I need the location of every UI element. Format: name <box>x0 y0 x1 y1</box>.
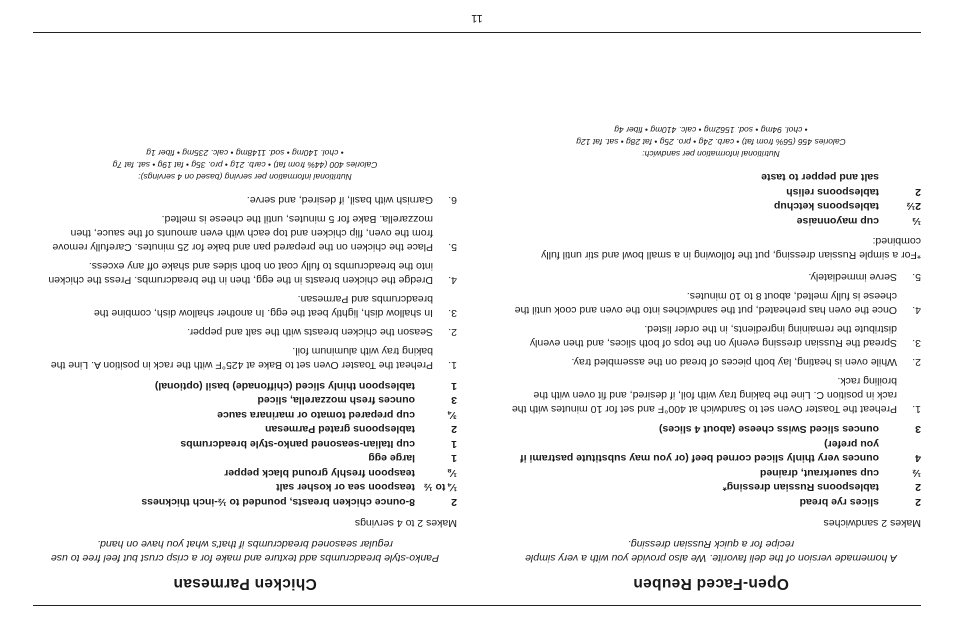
nutrition-line: • chol. 94mg • sod. 1562mg • calc. 410mg • fiber 4g <box>614 125 808 135</box>
ingredient-name: teaspoon freshly ground black pepper <box>224 467 415 479</box>
step-text: In shallow dish, lightly beat the egg. In another shallow dish, combine the breadcrumbs and Parmesan. <box>93 293 433 320</box>
reuben-yield: Makes 2 sandwiches <box>823 517 921 529</box>
ingredient-item <box>33 495 457 510</box>
ingredient-qty: 2 <box>451 496 457 508</box>
step-text: Garnish with basil, if desired, and serve. <box>246 194 433 207</box>
ingredient-name: tablespoons relish <box>786 186 879 198</box>
step-number: 4. <box>448 274 457 287</box>
ingredient-item <box>501 199 921 214</box>
parmesan-nutrition <box>33 148 457 184</box>
step-number: 5. <box>448 241 457 254</box>
ingredient-name: cup sauerkraut, drained <box>759 467 879 479</box>
dressing-ingredients <box>501 170 921 228</box>
nutrition-line: Calories 400 (44% from fat) • carb. 21g • pro. 35g • fat 19g • sat. fat 7g <box>112 160 378 171</box>
step-text: Once the oven has preheated, put the sandwiches into the oven and cook until the cheese is fully melted, about 8 to 10 minutes. <box>514 290 897 316</box>
step-number: 3. <box>448 307 457 320</box>
step-text: Preheat the Toaster Oven set to Bake at 425°F with the rack in position A. Line the baking tray with aluminum foil. <box>50 345 433 372</box>
reuben-nutrition <box>501 124 921 160</box>
step-text: Season the chicken breasts with the salt and pepper. <box>187 326 433 339</box>
step-item <box>501 270 921 284</box>
ingredient-qty: ⅛ <box>448 467 457 479</box>
parmesan-ingredients <box>33 379 457 510</box>
step-text: Dredge the chicken breasts in the egg, then in the breadcrumbs. Press the chicken into the breadcrumbs to fully coat on both sides and shake off any excess. <box>48 260 433 287</box>
ingredient-item <box>501 495 921 510</box>
ingredient-qty: ¾ <box>448 409 457 421</box>
step-text: Serve immediately. <box>808 271 897 283</box>
ingredient-item <box>33 379 457 394</box>
ingredient-item <box>501 466 921 481</box>
step-number: 5. <box>912 271 921 283</box>
ingredient-qty: 1 <box>451 452 457 465</box>
ingredient-name: cup mayonnaise <box>796 215 879 227</box>
ingredient-name: tablespoons ketchup <box>773 200 879 213</box>
ingredient-item <box>33 437 457 452</box>
ingredient-name: cup Italian-seasoned panko-style breadcrumbs <box>180 438 415 450</box>
step-number: 1. <box>912 403 921 415</box>
nutrition-heading: Nutritional information per sandwich: <box>642 149 780 159</box>
page-number: 11 <box>471 12 483 24</box>
step-item <box>33 194 457 208</box>
nutrition-heading: Nutritional information per serving (based on 4 servings): <box>138 172 352 183</box>
ingredient-qty: 1 <box>451 438 457 450</box>
parmesan-steps <box>33 194 457 373</box>
ingredient-item <box>33 480 457 495</box>
step-number: 4. <box>912 304 921 316</box>
ingredient-name: ounces sliced Swiss cheese (about 4 slices) <box>658 423 879 436</box>
bottom-rule <box>33 32 921 33</box>
reuben-recipe <box>501 124 921 592</box>
nutrition-line: • chol. 140mg • sod. 1148mg • calc. 235mg • fiber 1g <box>146 148 344 159</box>
step-item <box>33 293 457 321</box>
parmesan-intro: Panko-style breadcrumbs add texture and make for a crisp crust but feel free to use regular seasoned breadcrumbs if that's what you have on hand. <box>50 538 440 564</box>
step-item <box>33 213 457 255</box>
step-text: Place the chicken on the prepared pan and bake for 25 minutes. Carefully remove from the oven, flip chicken and top each with even amounts of the sauce, then mozzarella. Bake for 5 minutes, until the cheese is melted. <box>52 213 433 254</box>
reuben-ingredients <box>501 422 921 509</box>
nutrition-line: Calories 456 (56% from fat) • carb. 24g • pro. 25g • fat 28g • sat. fat 12g <box>576 137 846 147</box>
ingredient-item <box>501 214 921 229</box>
step-number: 2. <box>912 356 921 368</box>
reuben-intro: A homemade version of the deli favorite. We also provide you with a very simple recipe for a quick Russian dressing. <box>525 538 897 564</box>
step-text: While oven is heating, lay both pieces of bread on the assembled tray. <box>571 356 897 368</box>
ingredient-name: large egg <box>368 452 415 465</box>
ingredient-qty: 1 <box>451 380 457 392</box>
ingredient-qty: 3 <box>915 423 921 436</box>
ingredient-qty: 2 <box>915 496 921 508</box>
step-text: Spread the Russian dressing evenly on the tops of both slices, and then evenly distribute the remaining ingredients, in the order listed. <box>529 323 897 349</box>
reuben-steps <box>501 270 921 416</box>
ingredient-qty: 2 <box>915 481 921 494</box>
ingredient-item <box>33 466 457 481</box>
parmesan-yield: Makes 2 to 4 servings <box>354 517 457 529</box>
step-item <box>501 322 921 350</box>
ingredient-name: salt and pepper to taste <box>761 171 879 184</box>
ingredient-name: 8-ounce chicken breasts, pounded to ½-inch thickness <box>141 496 415 508</box>
step-item <box>501 289 921 317</box>
ingredient-name: ounces very thinly sliced corned beef (or you may substitute pastrami if you prefer) <box>520 438 879 465</box>
ingredient-item <box>33 422 457 437</box>
ingredient-item <box>33 451 457 466</box>
ingredient-name: tablespoons Russian dressing* <box>722 481 879 494</box>
ingredient-name: slices rye bread <box>799 496 879 508</box>
ingredient-name: ounces fresh mozzarella, sliced <box>257 394 415 407</box>
step-number: 1. <box>448 359 457 372</box>
step-number: 3. <box>912 337 921 349</box>
ingredient-qty: ½ <box>912 467 921 479</box>
ingredient-name: cup prepared tomato or marinara sauce <box>217 409 415 421</box>
step-item <box>501 355 921 369</box>
ingredient-item <box>501 437 921 466</box>
ingredient-qty: 4 <box>915 452 921 465</box>
ingredient-item <box>33 408 457 423</box>
step-text: Preheat the Toaster Oven set to Sandwich at 400°F and set for 10 minutes with the rack in position C. Line the baking tray with foil, if desired, and fit oven with the broiling rack. <box>511 375 897 415</box>
top-rule <box>33 605 921 606</box>
reuben-title: Open-Faced Reuben <box>633 575 789 592</box>
ingredient-name: tablespoons grated Parmesan <box>265 423 415 436</box>
ingredient-qty: 3 <box>451 394 457 407</box>
ingredient-name: tablespoon thinly sliced (chiffonade) basil (optional) <box>154 380 415 392</box>
ingredient-item <box>501 170 921 185</box>
step-number: 6. <box>448 194 457 207</box>
parmesan-title: Chicken Parmesan <box>173 575 317 592</box>
ingredient-item <box>501 185 921 200</box>
ingredient-qty: 2½ <box>906 200 921 213</box>
ingredient-item <box>501 422 921 437</box>
ingredient-item <box>501 480 921 495</box>
ingredient-qty: ¼ to ½ <box>423 481 457 494</box>
ingredient-name: teaspoon sea or kosher salt <box>276 481 415 494</box>
step-item <box>33 260 457 288</box>
ingredient-item <box>33 393 457 408</box>
parmesan-recipe <box>33 148 457 593</box>
ingredient-qty: 2 <box>915 186 921 198</box>
dressing-note: *For a simple Russian dressing, put the following in a small bowl and stir until fully combined: <box>541 235 921 261</box>
step-item <box>33 345 457 373</box>
ingredient-qty: 2 <box>451 423 457 436</box>
step-item <box>501 374 921 416</box>
ingredient-qty: ⅓ <box>912 215 921 227</box>
ingredient-qty <box>879 170 921 185</box>
step-number: 2. <box>448 326 457 339</box>
step-item <box>33 326 457 340</box>
